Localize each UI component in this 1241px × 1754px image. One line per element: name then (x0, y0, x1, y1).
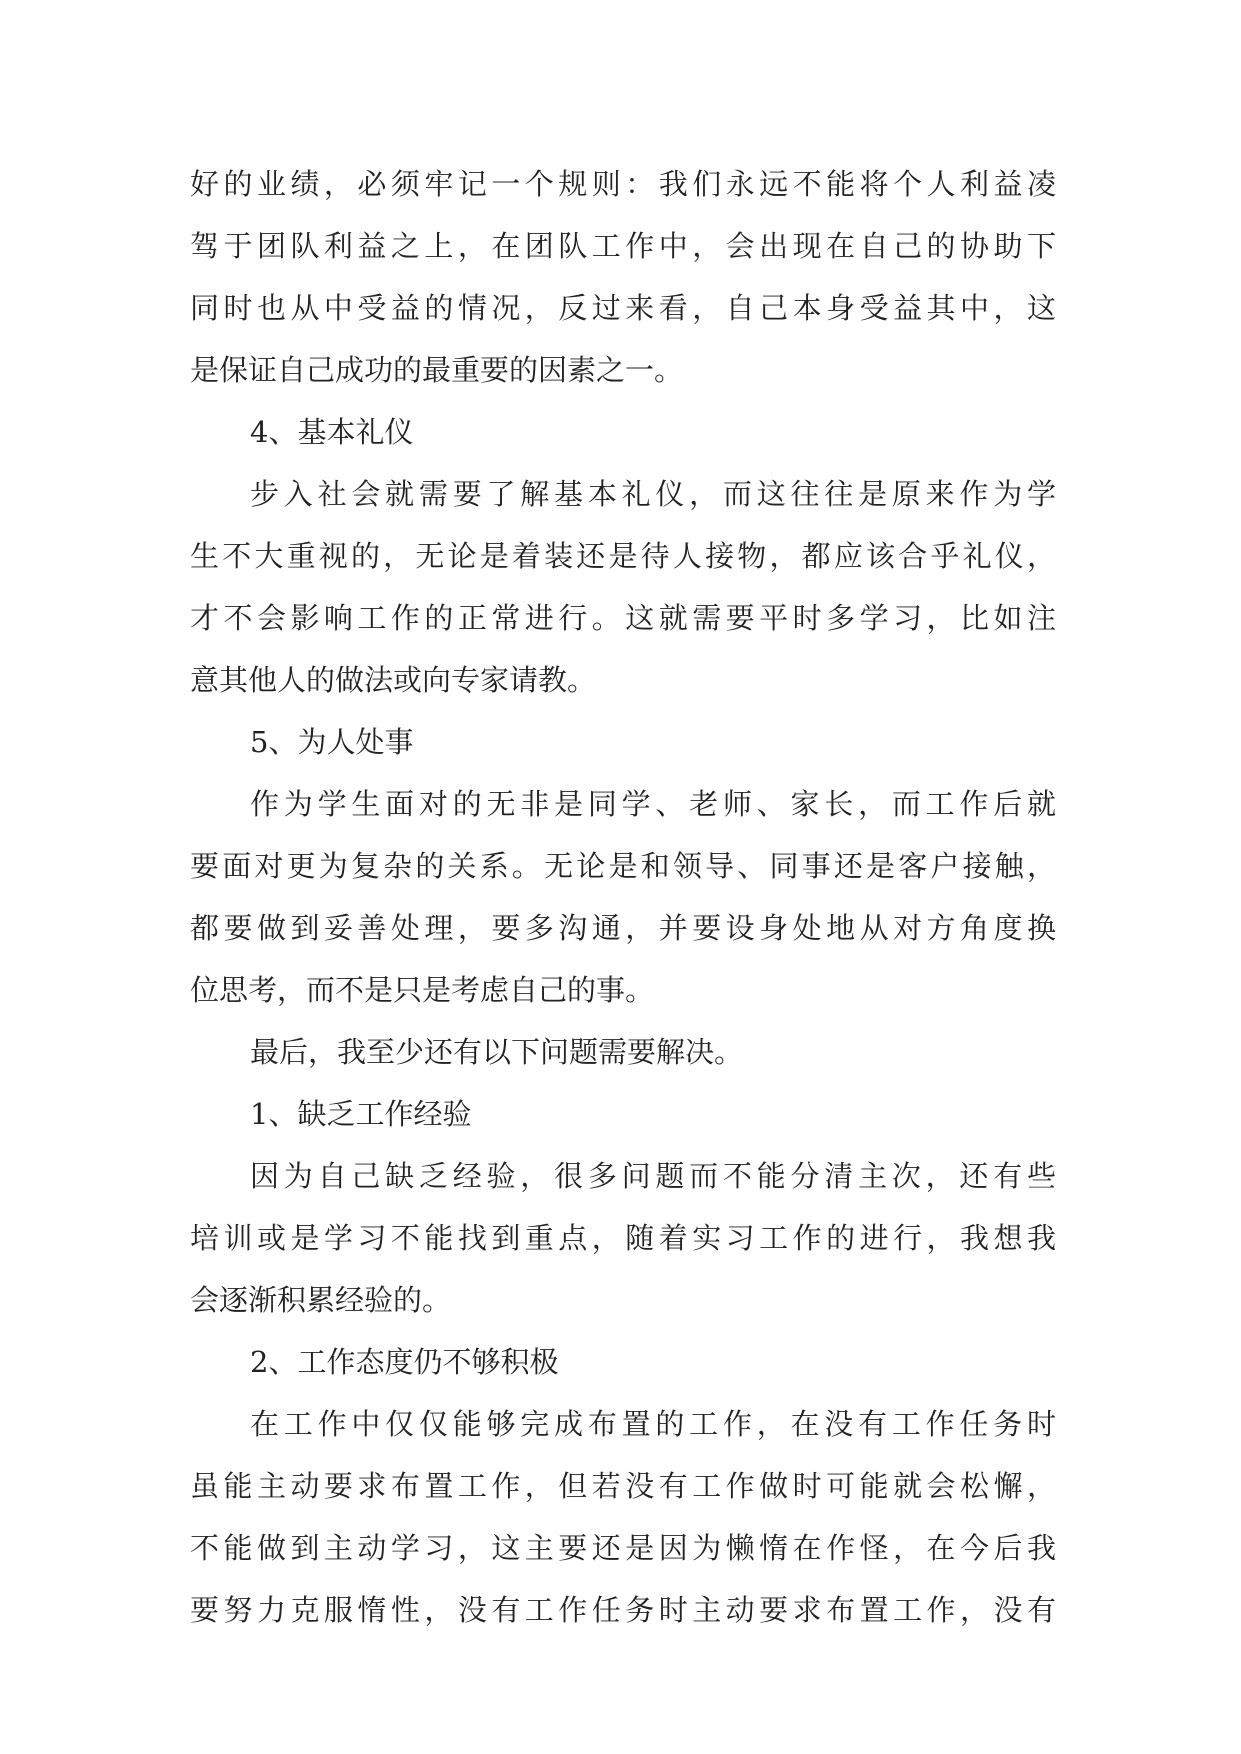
text-line: 都要做到妥善处理，要多沟通，并要设身处地从对方角度换 (190, 911, 1056, 945)
text-line: 才不会影响工作的正常进行。这就需要平时多学习，比如注 (190, 601, 1056, 635)
paragraph-last-line: 位思考，而不是只是考虑自己的事。 (190, 973, 655, 1007)
section-heading: 5、为人处事 (250, 725, 414, 759)
text-line: 要面对更为复杂的关系。无论是和领导、同事还是客户接触， (190, 849, 1056, 883)
document-body (190, 153, 1056, 1641)
text-line: 要努力克服惰性，没有工作任务时主动要求布置工作，没有 (190, 1593, 1056, 1627)
text-line: 作为学生面对的无非是同学、老师、家长，而工作后就 (250, 787, 1056, 821)
section-heading: 4、基本礼仪 (250, 415, 414, 449)
section-heading: 1、缺乏工作经验 (250, 1097, 472, 1131)
paragraph-last-line: 是保证自己成功的最重要的因素之一。 (190, 353, 684, 387)
paragraph-last-line: 会逐渐积累经验的。 (190, 1283, 452, 1317)
text-line: 因为自己缺乏经验，很多问题而不能分清主次，还有些 (250, 1159, 1056, 1193)
text-line: 在工作中仅仅能够完成布置的工作，在没有工作任务时 (250, 1407, 1056, 1441)
text-line: 生不大重视的，无论是着装还是待人接物，都应该合乎礼仪， (190, 539, 1056, 573)
text-line: 不能做到主动学习，这主要还是因为懒惰在作怪，在今后我 (190, 1531, 1056, 1565)
section-heading: 2、工作态度仍不够积极 (250, 1345, 559, 1379)
text-line: 虽能主动要求布置工作，但若没有工作做时可能就会松懈， (190, 1469, 1056, 1503)
text-line: 好的业绩，必须牢记一个规则：我们永远不能将个人利益凌 (190, 167, 1056, 201)
text-line: 培训或是学习不能找到重点，随着实习工作的进行，我想我 (190, 1221, 1056, 1255)
paragraph-line: 最后，我至少还有以下问题需要解决。 (250, 1035, 744, 1069)
text-line: 步入社会就需要了解基本礼仪，而这往往是原来作为学 (250, 477, 1056, 511)
paragraph-last-line: 意其他人的做法或向专家请教。 (190, 663, 597, 697)
text-line: 同时也从中受益的情况，反过来看，自己本身受益其中，这 (190, 291, 1056, 325)
text-line: 驾于团队利益之上，在团队工作中，会出现在自己的协助下 (190, 229, 1056, 263)
